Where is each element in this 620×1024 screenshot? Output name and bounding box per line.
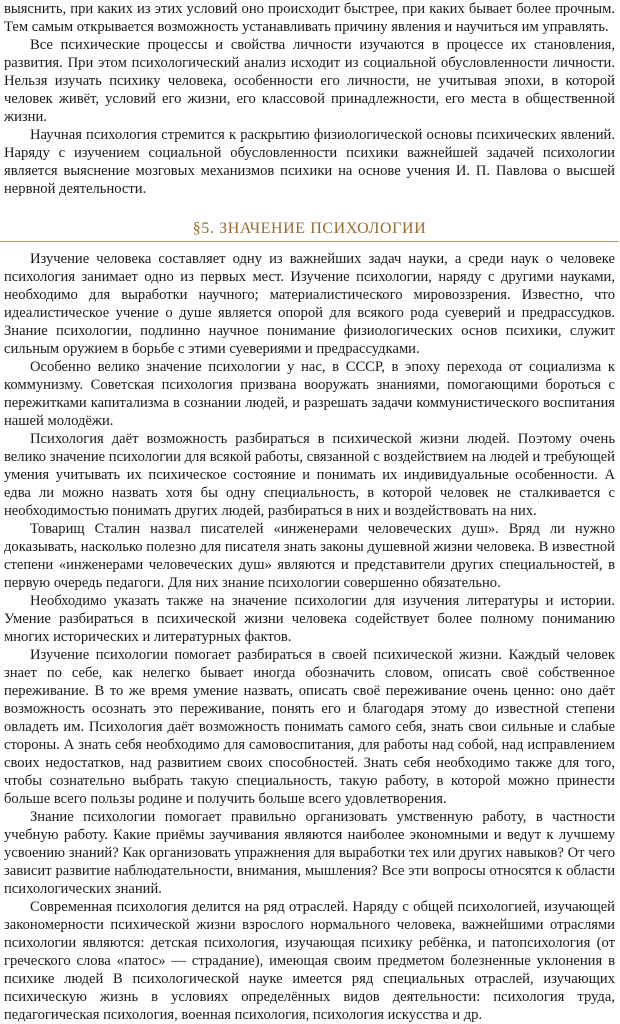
heading-divider <box>0 241 619 242</box>
section-paragraph-8: Современная психология делится на ряд отраслей. Наряду с общей психологией, изучающей закономерности психической жизни взрослого нормального человека, важнейшими отраслями психологии являются: детская психология, изучающая психику ребёнка, и патопсихология (от греческого слова «патос» — страдание), имеющая своим предметом болезненные уклонения в психике людей В психологической науке имеется ряд специальных отраслей, изучающих психическую жизнь в условиях определённых видов деятельности: психология труда, педагогическая психология, военная психология, психология искусства и др. <box>4 899 615 1023</box>
section-paragraph-3: Психология даёт возможность разбираться в психической жизни людей. Поэтому очень велико значение психологии для всякой работы, связанной с воздействием на людей и требующей умения учитывать их психическое состояние и понимать их индивидуальные особенности. А едва ли можно назвать хотя бы одну специальность, в которой человек не сталкивается с необходимостью понимать других людей, разбираться в них и воздействовать на них. <box>4 431 615 519</box>
section-paragraph-6: Изучение психологии помогает разбираться в своей психической жизни. Каждый человек знает по себе, как нелегко бывает иногда обозначить словом, описать своё собственное переживание. В то же время умение назвать, описать своё переживание очень ценно: оно даёт возможность осознать это переживание, понять его и благодаря этому до известной степени овладеть им. Психология даёт возможность понимать самого себя, знать свои сильные и слабые стороны. А знать себя необходимо для самовоспитания, для работы над собой, над исправлением своих недостатков, над развитием своих способностей. Знать себя необходимо также для того, чтобы сознательно выбрать такую специальность, такую работу, в которой можно принести больше всего пользы родине и получить больше всего удовлетворения. <box>4 647 615 807</box>
intro-paragraph-3: Научная психология стремится к раскрытию физиологической основы психических явлений. Наряду с изучением социальной обусловленности психики важнейшей задачей психологии является выяснение мозговых механизмов психики на основе учения И. П. Павлова о высшей нервной деятельности. <box>4 127 615 197</box>
document-page <box>4 0 615 1024</box>
section-heading: §5. ЗНАЧЕНИЕ ПСИХОЛОГИИ <box>192 220 427 237</box>
section-paragraph-2: Особенно велико значение психологии у нас, в СССР, в эпоху перехода от социализма к коммунизму. Советская психология призвана вооружать знаниями, помогающими бороться с пережитками капитализма в сознании людей, и разрешать задачи коммунистического воспитания нашей молодёжи. <box>4 359 615 429</box>
section-paragraph-4: Товарищ Сталин назвал писателей «инженерами человеческих душ». Вряд ли нужно доказывать, насколько полезно для писателя знать законы душевной жизни человека. В известной степени «инженерами человеческих душ» являются и представители других специальностей, в первую очередь педагоги. Для них знание психологии совершенно обязательно. <box>4 521 615 591</box>
intro-paragraph-2: Все психические процессы и свойства личности изучаются в процессе их становления, развития. При этом психологический анализ исходит из социальной обусловленности личности. Нельзя изучать психику человека, особенности его личности, не учитывая эпохи, в которой человек живёт, условий его жизни, его классовой принадлежности, его места в общественной жизни. <box>4 37 615 125</box>
intro-paragraph-1: выяснить, при каких из этих условий оно происходит быстрее, при каких бывает более прочным. Тем самым открывается возможность устанавливать причину явления и научиться им управлять. <box>4 1 615 35</box>
section-paragraph-7: Знание психологии помогает правильно организовать умственную работу, в частности учебную работу. Какие приёмы заучивания являются наиболее экономными и ведут к лучшему усвоению знаний? Как организовать упражнения для выработки тех или других навыков? От чего зависит развитие наблюдательности, внимания, мышления? Все эти вопросы относятся к области психологических знаний. <box>4 809 615 897</box>
section-paragraph-1: Изучение человека составляет одну из важнейших задач науки, а среди наук о человеке психология занимает одно из первых мест. Изучение психологии, наряду с другими науками, необходимо для выработки научного; материалистического мировоззрения. Известно, что идеалистическое учение о душе является опорой для всякого рода суеверий и предрассудков. Знание психологии, подлинно научное понимание физиологических основ психики, служит сильным оружием в борьбе с этими суевериями и предрассудками. <box>4 251 615 357</box>
section-paragraph-5: Необходимо указать также на значение психологии для изучения литературы и истории. Умение разбираться в психической жизни человека содействует более полному пониманию многих исторических и литературных фактов. <box>4 593 615 645</box>
